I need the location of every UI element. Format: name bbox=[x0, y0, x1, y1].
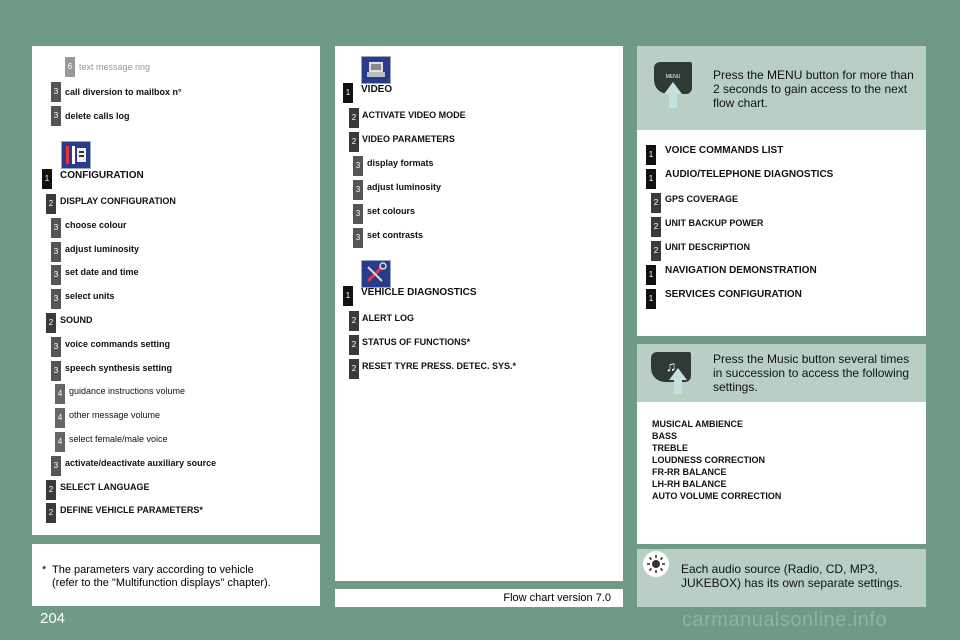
level-badge: 3 bbox=[51, 82, 61, 102]
level-badge: 3 bbox=[51, 289, 61, 309]
menu-row-label: STATUS OF FUNCTIONS* bbox=[362, 337, 471, 347]
menu-row bbox=[32, 408, 320, 428]
arrow-up-icon bbox=[664, 82, 682, 94]
level-badge: 3 bbox=[353, 204, 363, 224]
menu-row bbox=[637, 265, 926, 285]
menu-row-label: speech synthesis setting bbox=[65, 362, 173, 373]
level-badge: 2 bbox=[46, 194, 56, 214]
tip-sun-icon bbox=[643, 551, 669, 577]
menu-row bbox=[335, 311, 623, 331]
menu-instruction-header bbox=[637, 46, 926, 130]
tip-text: Each audio source (Radio, CD, MP3, JUKEBOX) has its own separate settings. bbox=[681, 562, 903, 590]
music-settings-list bbox=[652, 418, 781, 502]
music-setting: AUTO VOLUME CORRECTION bbox=[652, 491, 782, 501]
menu-button-label: MENU bbox=[665, 74, 681, 80]
menu-row-label: call diversion to mailbox n° bbox=[65, 87, 182, 97]
level-badge: 3 bbox=[353, 228, 363, 248]
section-title-row bbox=[335, 286, 623, 306]
music-setting: MUSICAL AMBIENCE bbox=[652, 419, 744, 429]
level-badge: 3 bbox=[51, 361, 61, 381]
menu-row-label: activate/deactivate auxiliary source bbox=[65, 457, 217, 468]
level-badge: 4 bbox=[55, 408, 65, 428]
menu-row bbox=[32, 265, 320, 285]
music-setting: FR-RR BALANCE bbox=[652, 467, 727, 477]
music-setting: LH-RH BALANCE bbox=[652, 479, 727, 489]
level-badge: 3 bbox=[51, 218, 61, 238]
level-badge: 3 bbox=[51, 337, 61, 357]
menu-row-label: UNIT DESCRIPTION bbox=[665, 242, 751, 252]
music-note-icon: ♫ bbox=[665, 358, 677, 374]
menu-row-label: set colours bbox=[367, 206, 416, 216]
menu-row-label: RESET TYRE PRESS. DETEC. SYS.* bbox=[362, 361, 517, 371]
level-badge: 4 bbox=[55, 432, 65, 452]
music-instruction-header bbox=[637, 344, 926, 402]
menu-row bbox=[32, 361, 320, 381]
section-title-row bbox=[335, 83, 623, 103]
level-badge: 4 bbox=[55, 384, 65, 404]
menu-row bbox=[637, 289, 926, 309]
section-title: VIDEO bbox=[361, 84, 393, 95]
level-badge: 2 bbox=[651, 193, 661, 213]
menu-row bbox=[32, 337, 320, 357]
level-badge: 2 bbox=[46, 503, 56, 523]
section-title: CONFIGURATION bbox=[60, 170, 144, 181]
menu-row bbox=[32, 432, 320, 452]
menu-row-label: select units bbox=[65, 291, 115, 302]
footnote-panel bbox=[32, 544, 320, 606]
footnote-star: * bbox=[42, 564, 47, 576]
menu-row-label: set date and time bbox=[65, 267, 139, 278]
level-badge: 3 bbox=[51, 456, 61, 476]
level-badge: 2 bbox=[349, 311, 359, 331]
level-badge: 3 bbox=[353, 156, 363, 176]
level-badge: 1 bbox=[343, 286, 353, 306]
flow-chart-version: Flow chart version 7.0 bbox=[503, 592, 611, 604]
menu-row-label: SOUND bbox=[60, 315, 93, 325]
configuration-panel bbox=[32, 46, 320, 535]
menu-row-label: guidance instructions volume bbox=[69, 386, 186, 397]
footnote-line: (refer to the "Multifunction displays" chapter). bbox=[52, 577, 271, 589]
menu-row bbox=[335, 180, 623, 200]
menu-row bbox=[32, 313, 320, 333]
level-badge: 1 bbox=[343, 83, 353, 103]
music-setting: TREBLE bbox=[652, 443, 688, 453]
music-setting: LOUDNESS CORRECTION bbox=[652, 455, 766, 465]
menu-row-label: adjust luminosity bbox=[367, 182, 442, 192]
level-badge: 3 bbox=[353, 180, 363, 200]
level-badge: 2 bbox=[46, 480, 56, 500]
level-badge: 2 bbox=[349, 132, 359, 152]
menu-row-label: GPS COVERAGE bbox=[665, 194, 739, 204]
menu-row-label: SERVICES CONFIGURATION bbox=[665, 289, 802, 300]
level-badge: 1 bbox=[42, 169, 52, 189]
arrow-stem bbox=[669, 94, 677, 108]
menu-row bbox=[32, 57, 320, 77]
menu-row bbox=[335, 228, 623, 248]
menu-panel bbox=[637, 46, 926, 336]
menu-row-label: ACTIVATE VIDEO MODE bbox=[362, 110, 466, 120]
page-number: 204 bbox=[40, 610, 66, 627]
version-panel bbox=[335, 589, 623, 607]
menu-row bbox=[335, 335, 623, 355]
section-title-row bbox=[32, 169, 320, 189]
menu-row-label: other message volume bbox=[69, 410, 161, 421]
menu-row-label: VOICE COMMANDS LIST bbox=[665, 145, 784, 156]
menu-row-label: choose colour bbox=[65, 219, 127, 230]
menu-row bbox=[335, 132, 623, 152]
menu-row bbox=[32, 480, 320, 500]
music-panel bbox=[637, 344, 926, 544]
level-badge: 2 bbox=[349, 108, 359, 128]
music-instruction-text: Press the Music button several times in succession to access the following settings. bbox=[713, 352, 910, 394]
arrow-stem bbox=[674, 380, 682, 394]
level-badge: 1 bbox=[646, 145, 656, 165]
level-badge: 1 bbox=[646, 289, 656, 309]
tip-panel bbox=[637, 549, 926, 607]
menu-row-label: voice commands setting bbox=[65, 338, 171, 349]
configuration-icon bbox=[61, 141, 91, 169]
menu-row bbox=[32, 106, 320, 126]
menu-row-label: delete calls log bbox=[65, 111, 130, 121]
menu-row-label: text message ring bbox=[79, 62, 151, 72]
menu-row bbox=[335, 156, 623, 176]
level-badge: 2 bbox=[349, 335, 359, 355]
menu-row-label: DEFINE VEHICLE PARAMETERS* bbox=[60, 505, 203, 516]
menu-row bbox=[32, 384, 320, 404]
watermark: carmanualsonline.info bbox=[682, 609, 888, 631]
menu-instruction-text: Press the MENU button for more than 2 seconds to gain access to the next flow chart. bbox=[713, 68, 914, 110]
menu-row bbox=[32, 456, 320, 476]
menu-row bbox=[637, 169, 926, 189]
level-badge: 3 bbox=[51, 106, 61, 126]
menu-row bbox=[32, 289, 320, 309]
section-title: VEHICLE DIAGNOSTICS bbox=[361, 287, 477, 298]
menu-row bbox=[637, 241, 926, 261]
menu-row bbox=[637, 145, 926, 165]
level-badge: 2 bbox=[46, 313, 56, 333]
menu-row-label: NAVIGATION DEMONSTRATION bbox=[665, 265, 817, 276]
level-badge: 3 bbox=[51, 242, 61, 262]
music-setting: BASS bbox=[652, 431, 678, 441]
menu-row bbox=[32, 242, 320, 262]
menu-row bbox=[335, 108, 623, 128]
menu-row-label: AUDIO/TELEPHONE DIAGNOSTICS bbox=[665, 169, 834, 180]
level-badge: 2 bbox=[651, 241, 661, 261]
menu-row-label: DISPLAY CONFIGURATION bbox=[60, 196, 176, 206]
menu-row-label: SELECT LANGUAGE bbox=[60, 481, 150, 492]
menu-row bbox=[32, 218, 320, 238]
video-diagnostics-panel bbox=[335, 46, 623, 581]
menu-row-label: ALERT LOG bbox=[362, 313, 414, 323]
footnote-line: The parameters vary according to vehicle bbox=[52, 564, 254, 576]
menu-row-label: VIDEO PARAMETERS bbox=[362, 134, 455, 144]
level-badge: 2 bbox=[651, 217, 661, 237]
menu-row bbox=[32, 82, 320, 102]
menu-row-label: display formats bbox=[367, 158, 434, 168]
level-badge: 6 bbox=[65, 57, 75, 77]
level-badge: 1 bbox=[646, 169, 656, 189]
menu-row bbox=[335, 204, 623, 224]
menu-row bbox=[637, 193, 926, 213]
menu-row-label: adjust luminosity bbox=[65, 243, 140, 254]
level-badge: 3 bbox=[51, 265, 61, 285]
menu-row bbox=[32, 194, 320, 214]
arrow-up-icon bbox=[669, 368, 687, 380]
level-badge: 1 bbox=[646, 265, 656, 285]
menu-row bbox=[335, 359, 623, 379]
menu-row-label: set contrasts bbox=[367, 230, 424, 240]
menu-row-label: UNIT BACKUP POWER bbox=[665, 218, 764, 228]
level-badge: 2 bbox=[349, 359, 359, 379]
menu-row bbox=[637, 217, 926, 237]
menu-row-label: select female/male voice bbox=[69, 434, 168, 444]
menu-row bbox=[32, 503, 320, 523]
